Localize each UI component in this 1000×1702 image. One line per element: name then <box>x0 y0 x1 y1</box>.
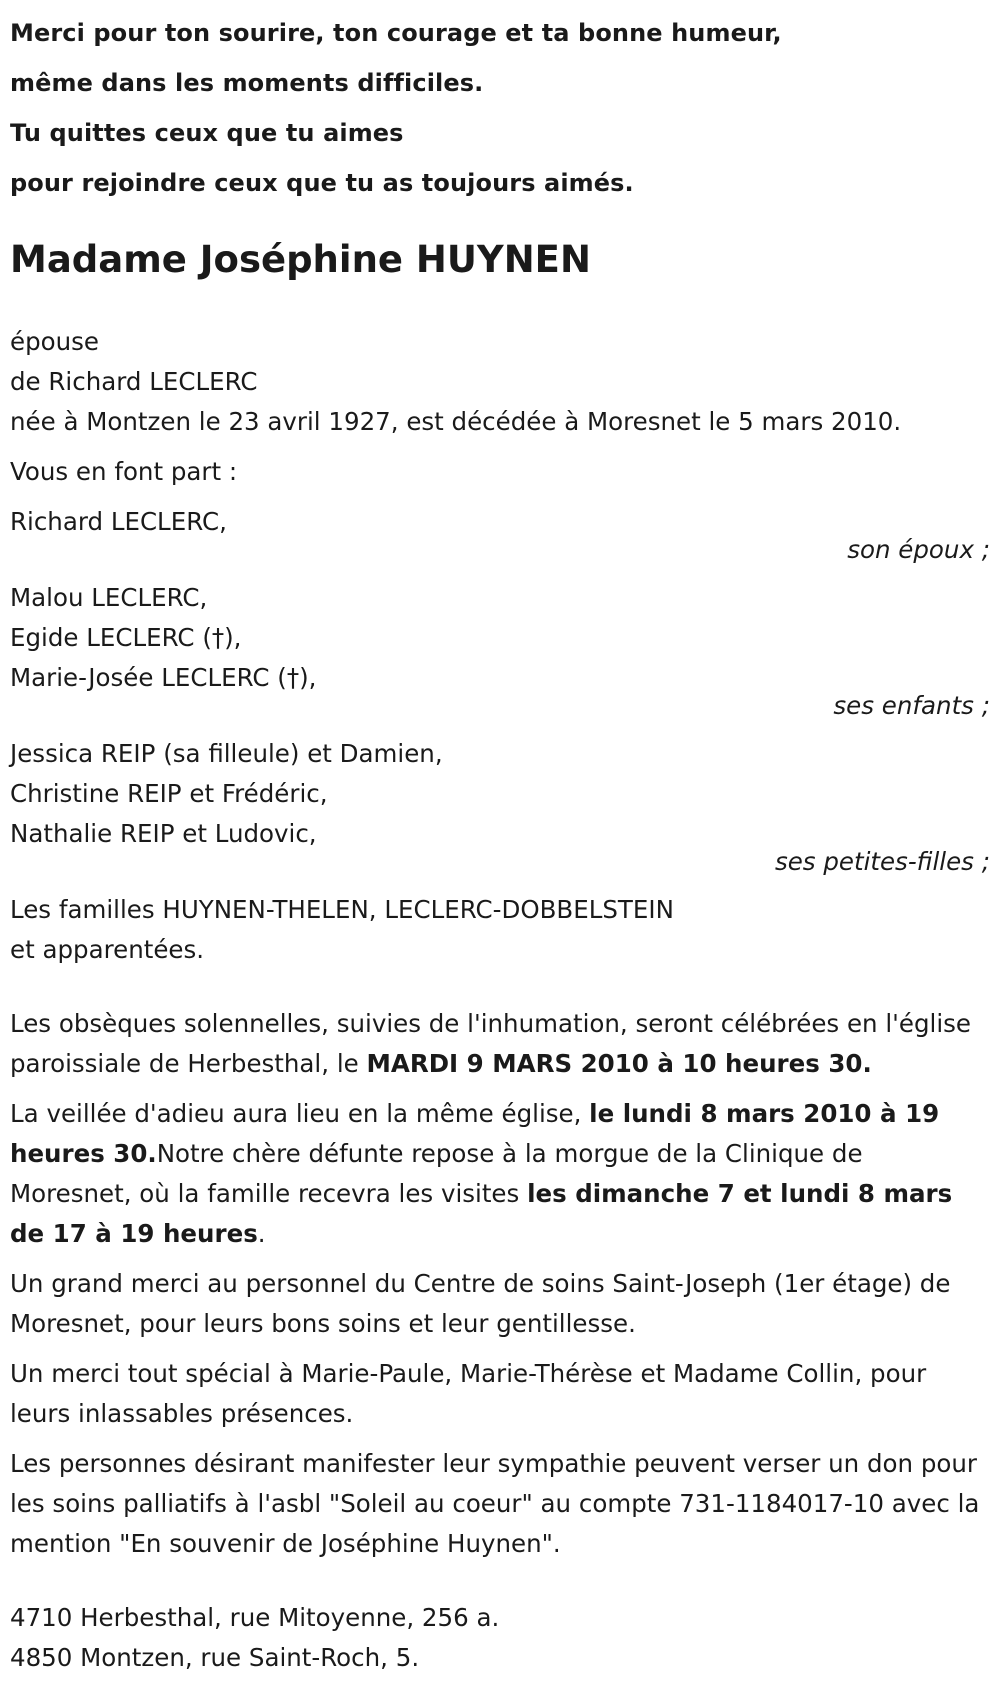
poem-line-3: Tu quittes ceux que tu aimes <box>10 119 404 147</box>
children-relation: ses enfants ; <box>833 691 990 720</box>
grandchildren-relation: ses petites-filles ; <box>774 847 990 876</box>
spouse-block <box>10 322 990 402</box>
grandchild-1: Jessica REIP (sa filleule) et Damien, <box>10 739 443 768</box>
spouse-line-1: épouse <box>10 327 99 356</box>
poem-line-1: Merci pour ton sourire, ton courage et ta bonne humeur, <box>10 19 782 47</box>
birth-death-line: née à Montzen le 23 avril 1927, est décédée à Moresnet le 5 mars 2010. <box>10 407 902 436</box>
child-1: Malou LECLERC, <box>10 583 208 612</box>
vigil-paragraph <box>10 1094 990 1254</box>
spouse-relation: son époux ; <box>847 535 990 564</box>
address-2: 4850 Montzen, rue Saint-Roch, 5. <box>10 1643 420 1672</box>
obituary-body <box>10 322 990 1678</box>
child-2: Egide LECLERC (†), <box>10 623 242 652</box>
visit-hours: les dimanche 7 et lundi 8 mars de 17 à 19 heures <box>10 1179 953 1248</box>
thanks-paragraph-2: Un merci tout spécial à Marie-Paule, Marie-Thérèse et Madame Collin, pour leurs inlassables présences. <box>10 1359 927 1428</box>
vigil-text-1: La veillée d'adieu aura lieu en la même église, <box>10 1099 590 1128</box>
address-1: 4710 Herbesthal, rue Mitoyenne, 256 a. <box>10 1603 500 1632</box>
deceased-name: Madame Joséphine HUYNEN <box>10 238 591 281</box>
grandchild-3: Nathalie REIP et Ludovic, <box>10 819 317 848</box>
families-line-2: et apparentées. <box>10 935 205 964</box>
funeral-date: MARDI 9 MARS 2010 à 10 heures 30. <box>366 1049 872 1078</box>
grandchild-2: Christine REIP et Frédéric, <box>10 779 328 808</box>
vigil-text-2: Notre chère défunte repose à la morgue de la Clinique de Moresnet, où la famille recevra les visites <box>10 1139 863 1208</box>
funeral-text: Les obsèques solennelles, suivies de l'inhumation, seront célébrées en l'église paroissiale de Herbesthal, le <box>10 1009 971 1078</box>
vigil-text-3: . <box>257 1219 266 1248</box>
families-line-1: Les familles HUYNEN-THELEN, LECLERC-DOBBELSTEIN <box>10 895 674 924</box>
vigil-date: le lundi 8 mars 2010 à 19 heures 30. <box>10 1099 940 1168</box>
donation-paragraph: Les personnes désirant manifester leur sympathie peuvent verser un don pour les soins palliatifs à l'asbl "Soleil au coeur" au compte 731-1184017-10 avec la mention "En souvenir de Joséphine Huynen". <box>10 1449 980 1558</box>
funeral-paragraph <box>10 1004 990 1084</box>
family-spouse-name: Richard LECLERC, <box>10 507 227 536</box>
poem <box>10 8 990 208</box>
child-3: Marie-Josée LECLERC (†), <box>10 663 317 692</box>
thanks-paragraph-1: Un grand merci au personnel du Centre de soins Saint-Joseph (1er étage) de Moresnet, pour leurs bons soins et leur gentillesse. <box>10 1269 951 1338</box>
poem-line-2: même dans les moments difficiles. <box>10 69 484 97</box>
addresses <box>10 1598 990 1678</box>
spouse-line-2: de Richard LECLERC <box>10 367 258 396</box>
announce-line: Vous en font part : <box>10 457 238 486</box>
poem-line-4: pour rejoindre ceux que tu as toujours aimés. <box>10 169 634 197</box>
